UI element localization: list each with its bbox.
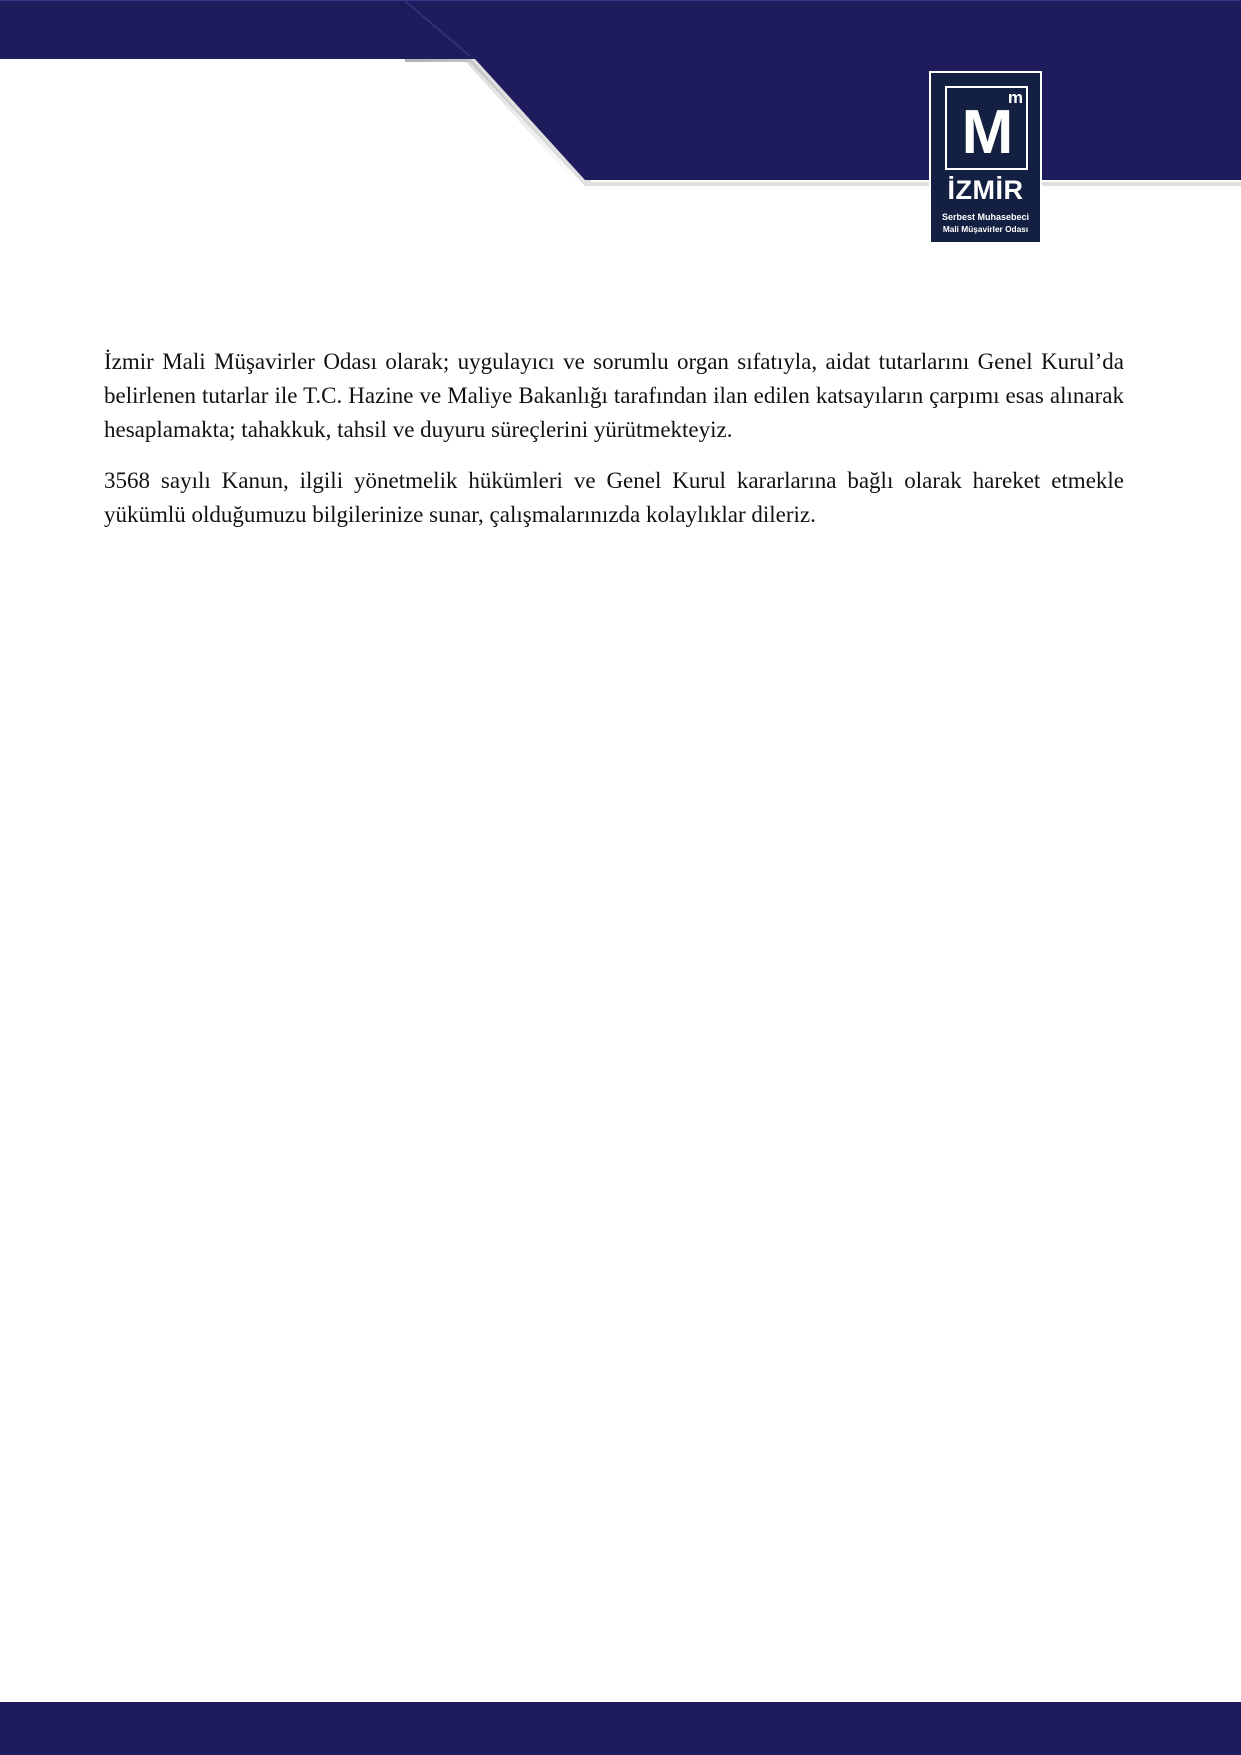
logo-letter: M xyxy=(961,98,1012,167)
logo-line-1: Serbest Muhasebeci xyxy=(941,212,1030,222)
footer-band xyxy=(0,1702,1241,1755)
logo-frame xyxy=(945,86,1028,170)
body-paragraph: 3568 sayılı Kanun, ilgili yönetmelik hükümleri ve Genel Kurul kararlarına bağlı olarak hareket etmekle yükümlü olduğumuzu bilgilerinize sunar, çalışmalarınızda kolaylıklar dileriz. xyxy=(104,468,1124,527)
header-band xyxy=(0,0,1241,190)
letter-body xyxy=(104,345,1124,549)
logo-line-2: Mali Müşavirler Odası xyxy=(942,224,1029,234)
logo-panel xyxy=(931,73,1040,242)
body-paragraph: İzmir Mali Müşavirler Odası olarak; uygulayıcı ve sorumlu organ sıfatıyla, aidat tutarlarını Genel Kurul’da belirlenen tutarlar ile T.C. Hazine ve Maliye Bakanlığı tarafından ilan edilen katsayıların çarpımı esas alınarak hesaplamakta; tahakkuk, tahsil ve duyuru süreçlerini yürütmekteyiz. xyxy=(104,349,1124,442)
chamber-logo xyxy=(929,71,1042,244)
logo-superscript: m xyxy=(1007,88,1023,107)
logo-city: İZMİR xyxy=(947,175,1024,205)
